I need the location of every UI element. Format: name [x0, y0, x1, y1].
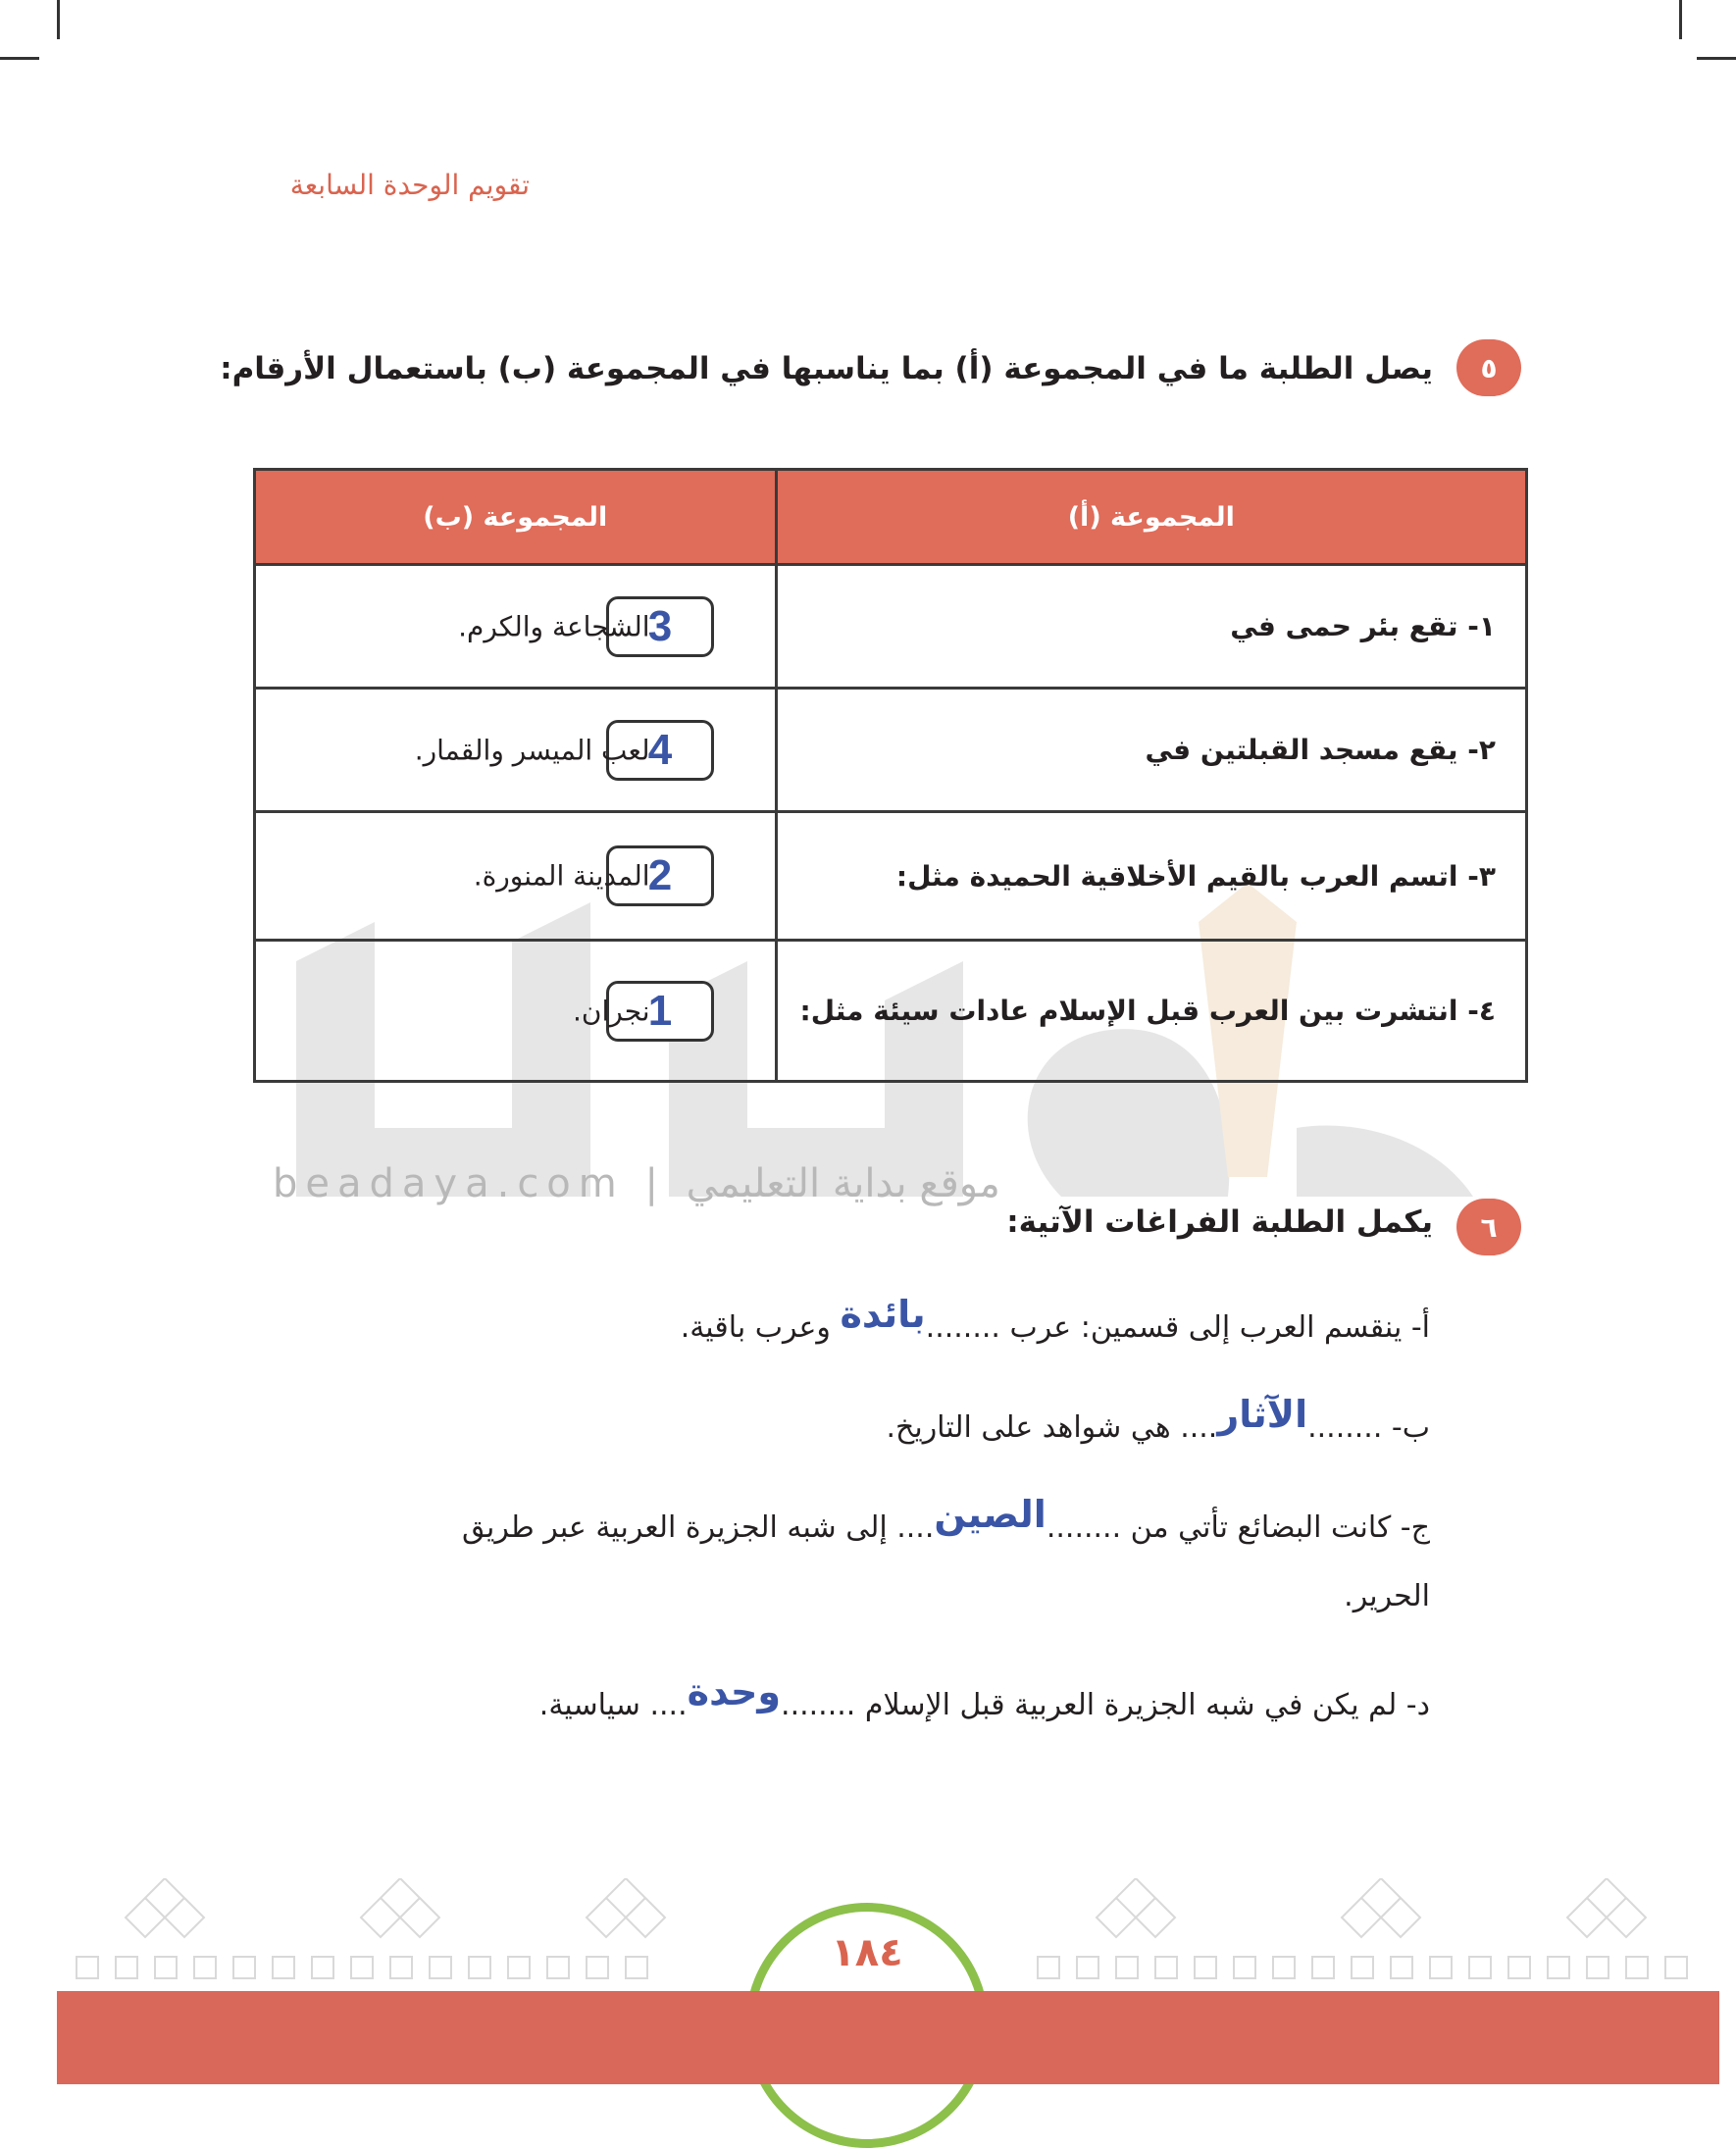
blank-answer[interactable]: الصين — [934, 1493, 1047, 1536]
matching-table — [253, 468, 1528, 1083]
group-b-cell — [255, 941, 777, 1082]
question-prompt: يصل الطلبة ما في المجموعة (أ) بما يناسبها في المجموعة (ب) باستعمال الأرقام: — [220, 351, 1433, 386]
group-a-item: ١- تقع بئر حمى في — [776, 565, 1526, 689]
watermark-caption: beadaya.com | موقع بداية التعليمي — [273, 1161, 1000, 1206]
group-b-item: المدينة المنورة. — [473, 859, 650, 893]
group-b-item: لعب الميسر والقمار. — [414, 734, 650, 766]
item-text: د- لم يكن في شبه الجزيرة العربية قبل الإسلام — [855, 1688, 1430, 1722]
blank-dots: .... — [649, 1688, 688, 1722]
blank-dots: ........ — [1307, 1410, 1383, 1445]
blank-dots: ........ — [781, 1688, 856, 1722]
blank-dots: ........ — [925, 1310, 1000, 1345]
fill-blank-item — [461, 1493, 1430, 1546]
group-a-item: ٣- اتسم العرب بالقيم الأخلاقية الحميدة مثل: — [776, 812, 1526, 941]
blank-dots: ........ — [1046, 1510, 1122, 1545]
group-b-cell — [255, 689, 777, 812]
blank-dots: .... — [1180, 1410, 1218, 1445]
group-b-cell — [255, 565, 777, 689]
answer-number-box[interactable]: 4 — [606, 720, 714, 781]
item-text: إلى شبه الجزيرة العربية عبر طريق — [461, 1510, 897, 1545]
group-b-cell — [255, 812, 777, 941]
column-header-b: المجموعة (ب) — [255, 470, 777, 565]
table-row — [255, 689, 1527, 812]
item-text: أ- ينقسم العرب إلى قسمين: عرب — [999, 1310, 1430, 1345]
fill-blank-item — [680, 1293, 1430, 1346]
blank-dots: .... — [896, 1510, 935, 1545]
item-text: سياسية. — [538, 1688, 650, 1722]
answer-number-box[interactable]: 1 — [606, 981, 714, 1042]
answer-number-box[interactable]: 3 — [606, 596, 714, 657]
page-number: ١٨٤ — [831, 1930, 903, 1975]
group-b-item: الشجاعة والكرم. — [458, 610, 650, 642]
item-text: ج- كانت البضائع تأتي من — [1121, 1510, 1430, 1545]
crop-mark — [1679, 0, 1682, 39]
crop-mark — [57, 0, 60, 39]
table-row — [255, 812, 1527, 941]
question-number-badge: ٥ — [1456, 339, 1521, 396]
table-row — [255, 565, 1527, 689]
fill-blank-item — [886, 1393, 1430, 1446]
group-b-item: نجران. — [573, 995, 650, 1027]
crop-mark — [0, 57, 39, 60]
item-text: هي شواهد على التاريخ. — [886, 1410, 1181, 1445]
group-a-item: ٢- يقع مسجد القبلتين في — [776, 689, 1526, 812]
question-number-badge: ٦ — [1456, 1199, 1521, 1255]
blank-answer[interactable]: بائدة — [840, 1293, 926, 1336]
fill-blank-item — [538, 1670, 1430, 1723]
table-row — [255, 941, 1527, 1082]
item-text: ب- — [1382, 1410, 1430, 1445]
group-a-item: ٤- انتشرت بين العرب قبل الإسلام عادات سيئة مثل: — [776, 941, 1526, 1082]
column-header-a: المجموعة (أ) — [776, 470, 1526, 565]
fill-blank-continuation: الحرير. — [1344, 1579, 1430, 1613]
unit-title: تقويم الوحدة السابعة — [289, 169, 530, 201]
answer-number-box[interactable]: 2 — [606, 845, 714, 906]
item-text: وعرب باقية. — [680, 1310, 841, 1345]
question-prompt: يكمل الطلبة الفراغات الآتية: — [1006, 1204, 1433, 1240]
blank-answer[interactable]: الآثار — [1217, 1393, 1308, 1436]
footer-band — [57, 1991, 1719, 2084]
crop-mark — [1697, 57, 1736, 60]
blank-answer[interactable]: وحدة — [687, 1670, 782, 1713]
